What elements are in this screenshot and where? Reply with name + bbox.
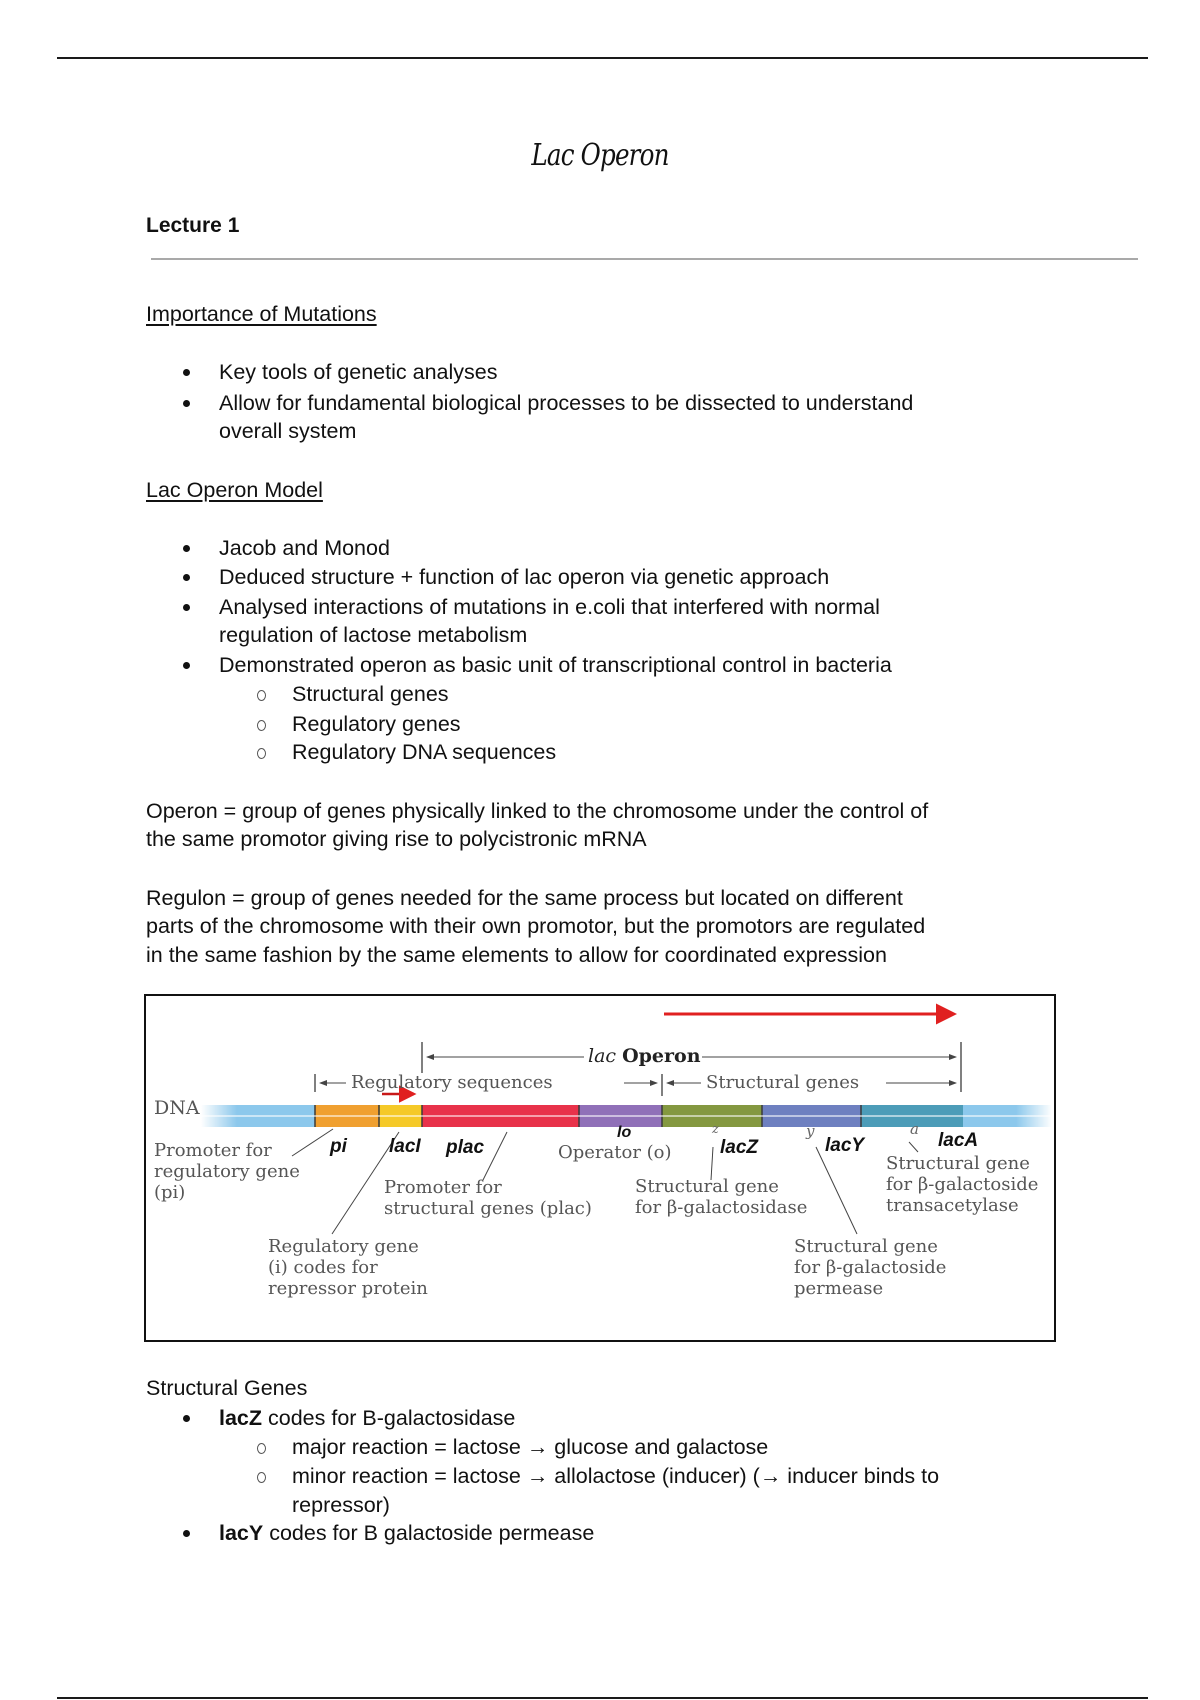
operon-bold: Operon — [622, 1045, 701, 1067]
gene-label-lacY: lacY — [825, 1135, 865, 1156]
list-item-lacY — [219, 1519, 594, 1548]
regulon-definition-line: Regulon = group of genes needed for the same process but located on different — [146, 886, 903, 910]
regulon-definition-line: parts of the chromosome with their own promotor, but the promotors are regulated — [146, 914, 926, 938]
lecture-heading: Lecture 1 — [146, 214, 240, 237]
regulatory-sequences-label: Regulatory sequences — [351, 1072, 553, 1093]
label-promoter-structural — [384, 1177, 592, 1219]
dna-fade — [1016, 1104, 1052, 1128]
label-line: structural genes (plac) — [384, 1198, 592, 1219]
label-permease — [794, 1236, 946, 1299]
list-item: Deduced structure + function of lac operon via genetic approach — [219, 565, 830, 589]
label-line: Structural gene — [794, 1236, 938, 1257]
sub-bullet-icon — [257, 1443, 266, 1454]
label-regulatory-gene — [268, 1236, 428, 1299]
label-line: regulatory gene — [154, 1161, 300, 1182]
label-line: Promoter for — [154, 1140, 272, 1161]
label-promoter-regulatory — [154, 1140, 300, 1203]
bullet-icon — [183, 574, 190, 581]
gene-letter-y: y — [806, 1122, 815, 1140]
bullet-icon — [183, 1530, 190, 1537]
gene-label-pi: pi — [330, 1136, 347, 1157]
sub-list-item: Structural genes — [292, 682, 449, 706]
top-rule — [57, 57, 1148, 59]
bullet-icon — [183, 400, 190, 407]
bullet-icon — [183, 369, 190, 376]
label-line: for β-galactosidase — [635, 1197, 808, 1218]
list-item-continuation: regulation of lactose metabolism — [219, 623, 528, 647]
label-line: for β-galactoside — [794, 1257, 947, 1278]
structural-genes-label: Structural genes — [706, 1072, 860, 1093]
pointer-line-lacY — [816, 1147, 857, 1234]
pointer-line-lacA — [909, 1142, 918, 1152]
label-line: (pi) — [154, 1182, 186, 1203]
section-divider — [151, 258, 1138, 260]
gene-description: codes for B galactoside permease — [263, 1521, 595, 1545]
operon-definition-line: the same promotor giving rise to polycistronic mRNA — [146, 827, 647, 851]
lac-operon-label — [588, 1046, 701, 1067]
sub-bullet-icon — [257, 720, 266, 731]
gene-description: codes for B-galactosidase — [262, 1406, 516, 1430]
gene-name: lacZ — [219, 1406, 263, 1430]
sub-list-item: Regulatory DNA sequences — [292, 740, 557, 764]
sub-list-item: major reaction = lactose → glucose and galactose — [292, 1435, 769, 1459]
bullet-icon — [183, 604, 190, 611]
heading-importance-of-mutations: Importance of Mutations — [146, 302, 377, 326]
gene-name: lacY — [219, 1521, 264, 1545]
sub-bullet-icon — [257, 1472, 266, 1483]
label-line: Structural gene — [635, 1176, 779, 1197]
gene-letter-a: a — [910, 1120, 919, 1138]
bullet-icon — [183, 545, 190, 552]
label-operator: Operator (o) — [558, 1142, 672, 1163]
label-line: transacetylase — [886, 1195, 1019, 1216]
pointer-line-plac — [483, 1132, 507, 1180]
dna-fade — [201, 1104, 237, 1128]
page-title: Lac Operon — [531, 138, 669, 173]
bottom-rule — [57, 1697, 1148, 1699]
sub-bullet-icon — [257, 748, 266, 759]
label-transacetylase — [886, 1153, 1038, 1216]
lac-italic: lac — [588, 1045, 617, 1067]
label-galactosidase — [635, 1176, 807, 1218]
label-line: Structural gene — [886, 1153, 1030, 1174]
sub-list-item-continuation: repressor) — [292, 1493, 390, 1517]
lac-operon-diagram — [144, 994, 1056, 1342]
label-line: repressor protein — [268, 1278, 428, 1299]
heading-lac-operon-model: Lac Operon Model — [146, 478, 323, 502]
sub-list-item: Regulatory genes — [292, 712, 461, 736]
sub-bullet-icon — [257, 690, 266, 701]
sub-list-item: minor reaction = lactose → allolactose (inducer) (→ inducer binds to — [292, 1464, 940, 1488]
list-item: Analysed interactions of mutations in e.coli that interfered with normal — [219, 595, 880, 619]
gene-letter-z: z — [712, 1122, 719, 1137]
bullet-icon — [183, 662, 190, 669]
label-line: (i) codes for — [268, 1257, 378, 1278]
gene-label-operator: lo — [617, 1124, 632, 1141]
gene-label-plac: plac — [446, 1137, 485, 1158]
list-item: Demonstrated operon as basic unit of transcriptional control in bacteria — [219, 653, 892, 677]
list-item: Allow for fundamental biological processes to be dissected to understand — [219, 391, 914, 415]
label-line: for β-galactoside — [886, 1174, 1039, 1195]
label-line: Promoter for — [384, 1177, 502, 1198]
list-item-continuation: overall system — [219, 419, 357, 443]
gene-label-lacA: lacA — [938, 1130, 979, 1151]
heading-structural-genes: Structural Genes — [146, 1376, 308, 1400]
list-item: Jacob and Monod — [219, 536, 390, 560]
gene-label-lacZ: lacZ — [720, 1137, 759, 1158]
list-item-lacZ — [219, 1404, 515, 1433]
bullet-icon — [183, 1415, 190, 1422]
operon-definition-line: Operon = group of genes physically linked to the chromosome under the control of — [146, 799, 929, 823]
gene-label-lacI: lacI — [389, 1136, 421, 1157]
label-line: permease — [794, 1278, 884, 1299]
regulon-definition-line: in the same fashion by the same elements to allow for coordinated expression — [146, 943, 887, 967]
dna-label: DNA — [154, 1097, 200, 1119]
list-item: Key tools of genetic analyses — [219, 360, 498, 384]
label-line: Regulatory gene — [268, 1236, 419, 1257]
